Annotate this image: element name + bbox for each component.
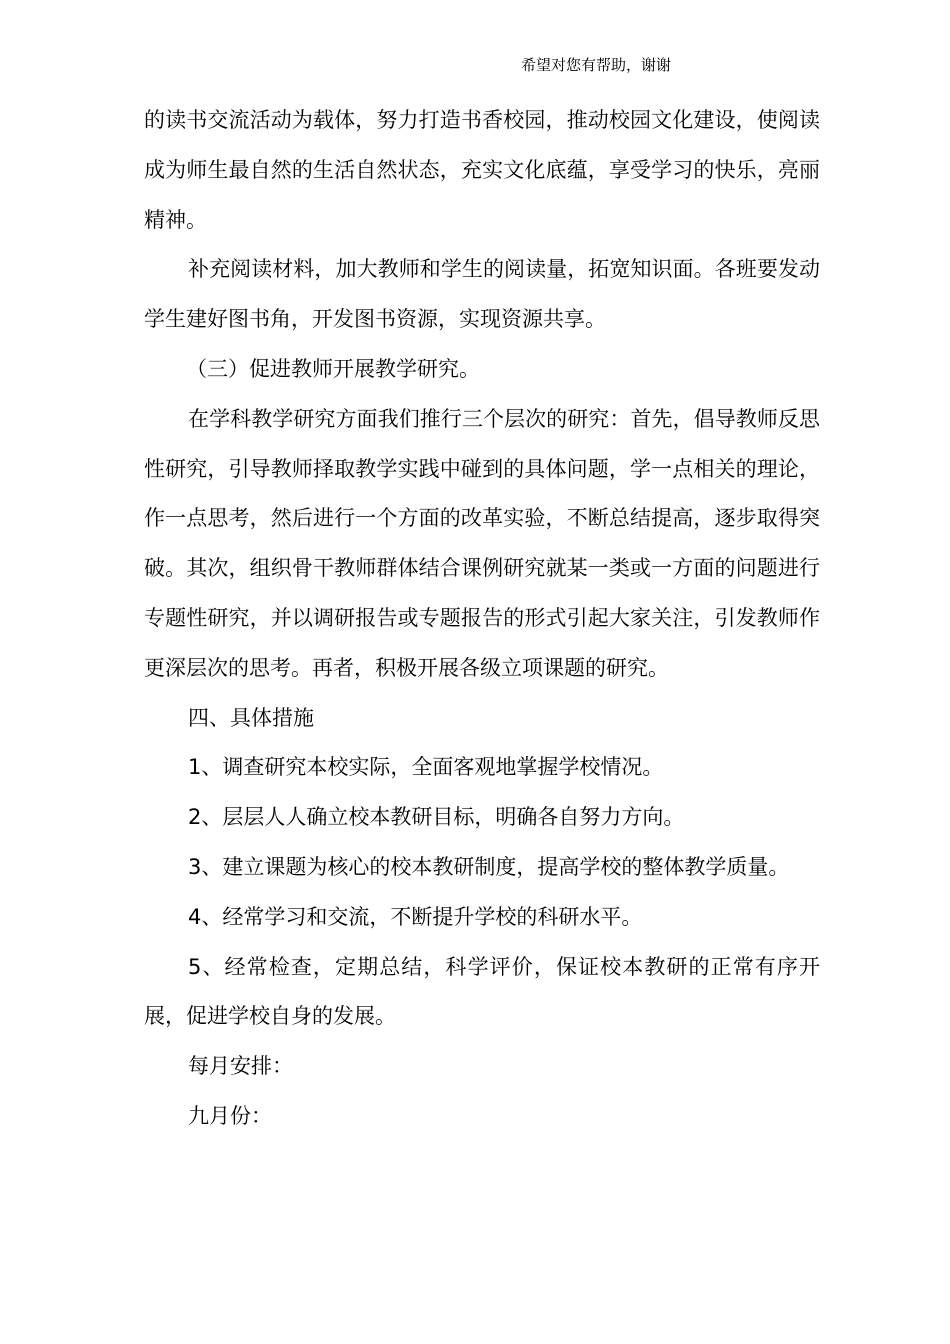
document-body: [144, 96, 820, 1142]
subheading-september: 九月份：: [188, 1103, 272, 1128]
list-item-measure-5: 5、经常检查，定期总结，科学评价，保证校本教研的正常有序开展，促进学校自身的发展。: [144, 954, 820, 1029]
section-heading-monthly-schedule: 每月安排：: [188, 1054, 293, 1079]
paragraph-reading-activities: 的读书交流活动为载体，努力打造书香校园，推动校园文化建设，使阅读成为师生最自然的生活自然状态，充实文化底蕴，享受学习的快乐，亮丽精神。: [144, 108, 820, 232]
page-header-note: 希望对您有帮助，谢谢: [521, 56, 672, 74]
list-item-measure-2: 2、层层人人确立校本教研目标，明确各自努力方向。: [188, 805, 685, 830]
list-item-measure-4: 4、经常学习和交流，不断提升学校的科研水平。: [188, 904, 643, 929]
list-item-measure-3: 3、建立课题为核心的校本教研制度，提高学校的整体教学质量。: [188, 854, 790, 879]
paragraph-research-levels: 在学科教学研究方面我们推行三个层次的研究：首先，倡导教师反思性研究，引导教师择取教学实践中碰到的具体问题，学一点相关的理论，作一点思考，然后进行一个方面的改革实验，不断总结提高，逐步取得突破。其次，组织骨干教师群体结合课例研究就某一类或一方面的问题进行专题性研究，并以调研报告或专题报告的形式引起大家关注，引发教师作更深层次的思考。再者，积极开展各级立项课题的研究。: [144, 406, 820, 680]
section-heading-measures: 四、具体措施: [188, 705, 314, 730]
paragraph-reading-materials: 补充阅读材料，加大教师和学生的阅读量，拓宽知识面。各班要发动学生建好图书角，开发图书资源，实现资源共享。: [144, 257, 820, 332]
section-heading-teaching-research: （三）促进教师开展教学研究。: [186, 356, 480, 381]
list-item-measure-1: 1、调查研究本校实际，全面客观地掌握学校情况。: [188, 755, 664, 780]
